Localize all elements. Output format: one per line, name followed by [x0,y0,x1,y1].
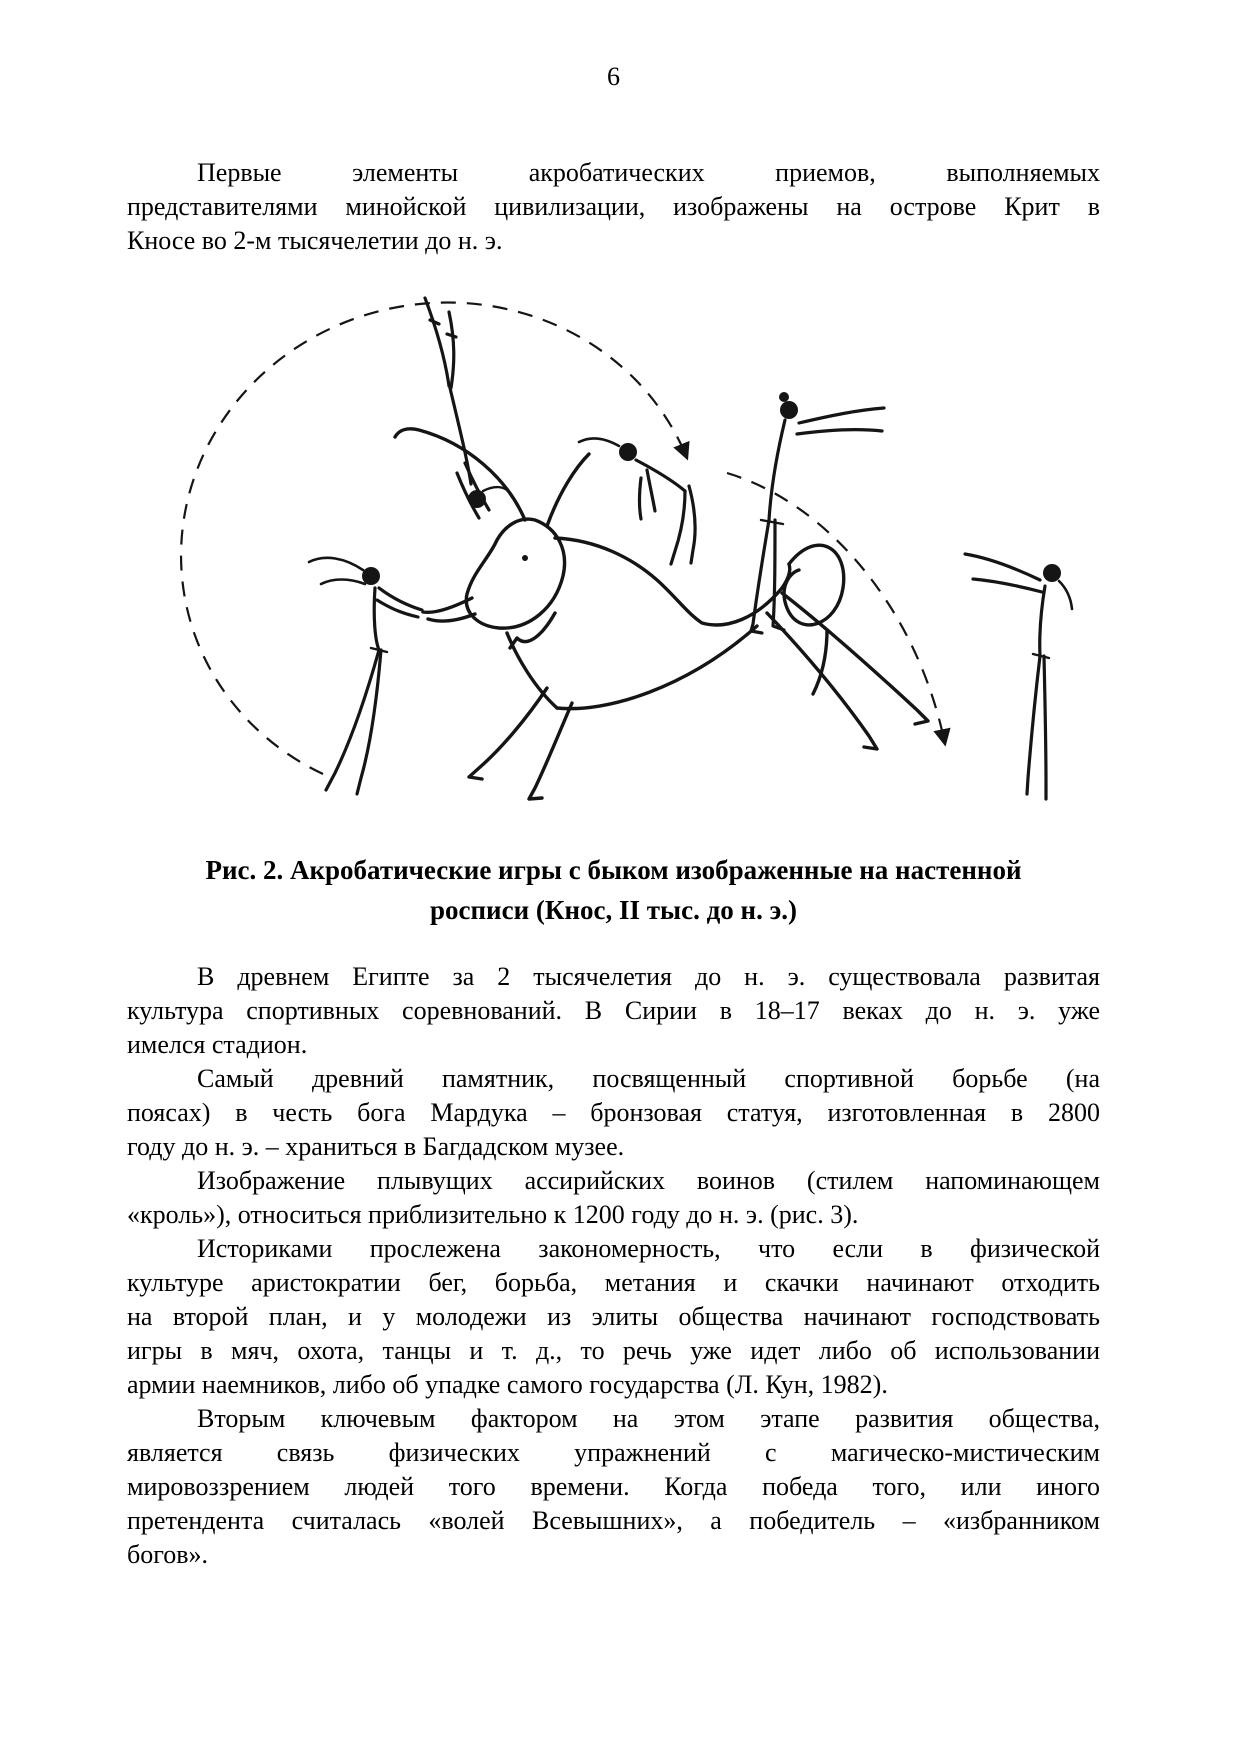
acrobat-landing [965,554,1072,799]
text-line: культуре аристократии бег, борьба, метания и скачки начинают отходить [127,1268,1100,1297]
acrobat-standing [751,392,884,633]
paragraph-swimmers [127,1164,1100,1232]
text-line: богов». [127,1540,209,1569]
text-line: Историками прослежена закономерность, что если в физической [197,1234,1100,1263]
acrobat-grabbing-horns [309,558,422,794]
acrobat-diver [425,298,507,518]
text-line: представителями минойской цивилизации, изображены на острове Крит в [127,192,1100,221]
text-line: является связь физических упражнений с магическо-мистическим [127,1438,1100,1467]
paragraph-second-factor [127,1402,1100,1572]
text-line: Изображение плывущих ассирийских воинов (стилем напоминающем [197,1166,1100,1195]
paragraph-egypt [127,960,1100,1062]
text-line: В древнем Египте за 2 тысячелетия до н. э. существовала развитая [197,962,1100,991]
text-line: мировоззрением людей того времени. Когда победа того, или иного [127,1472,1100,1501]
text-line: поясах) в честь бога Мардука – бронзовая статуя, изготовленная в 2800 [127,1098,1100,1127]
figure-bull-leaping [127,258,1100,810]
bull-horn-short [547,454,589,526]
page-number: 6 [607,62,620,91]
text-line: Самый древний памятник, посвященный спортивной борьбе (на [197,1064,1100,1093]
text-line: Кносе во 2-м тысячелетии до н. э. [127,226,503,255]
text-line: игры в мяч, охота, танцы и т. д., то речь уже идет либо об использовании [127,1336,1100,1365]
bull-eye [522,555,528,561]
bull-leaping-illustration [127,258,1100,810]
text-line: Вторым ключевым фактором на этом этапе развития общества, [197,1404,1100,1433]
figure-caption-line: росписи (Кнос, II тыс. до н. э.) [430,895,797,925]
text-line: на второй план, и у молодежи из элиты общества начинают господствовать [127,1302,1100,1331]
text-line: «кроль»), относиться приблизительно к 1200 году до н. э. (рис. 3). [127,1200,859,1229]
text-line: имелся стадион. [127,1030,308,1059]
bull-belly [557,626,757,709]
figure-caption [127,850,1100,930]
bull-head [466,519,564,628]
paragraph-intro [127,156,1100,258]
text-line: культура спортивных соревнований. В Сирии в 18–17 веках до н. э. уже [127,996,1100,1025]
text-line: году до н. э. – храниться в Багдадском музее. [127,1132,625,1161]
paragraph-monument [127,1062,1100,1164]
bull-horn-long [395,429,525,520]
text-line: армии наемников, либо об упадке самого государства (Л. Кун, 1982). [127,1370,888,1399]
paragraph-pattern [127,1232,1100,1402]
bull-front-legs [469,688,572,799]
figure-caption-line: Рис. 2. Акробатические игры с быком изображенные на настенной [205,855,1022,885]
text-line: Первые элементы акробатических приемов, выполняемых [197,158,1100,187]
text-line: претендента считалась «волей Всевышних», а победитель – «избранником [127,1506,1100,1535]
